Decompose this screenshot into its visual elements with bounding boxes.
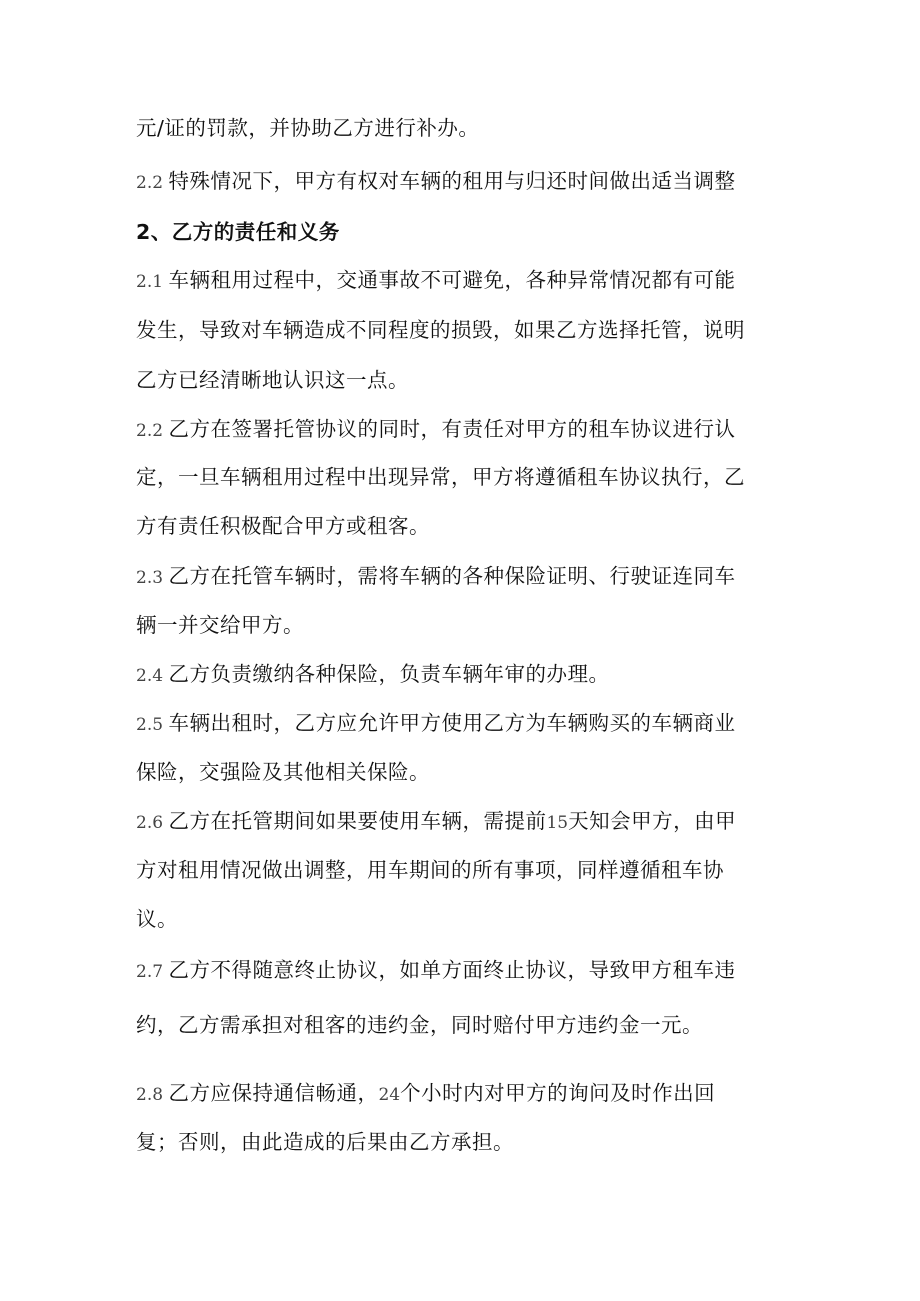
- text-segment: 定，一旦车辆租用过程中出现异常，甲方将遵循租车协议执行，乙: [136, 465, 745, 489]
- text-segment: 天知会甲方，由甲: [568, 809, 737, 833]
- text-line: [136, 855, 816, 885]
- clause-line: [136, 955, 816, 987]
- clause-line: [136, 414, 816, 446]
- text-segment: 车辆租用过程中，交通事故不可避免，各种异常情况都有可能: [168, 268, 736, 292]
- clause-number: 2.6: [136, 813, 169, 833]
- clause-line: [136, 708, 816, 740]
- text-segment: 个小时内对甲方的询问及时作出回: [400, 1081, 716, 1105]
- inline-number: 24: [378, 1085, 401, 1105]
- clause-line: [136, 806, 816, 838]
- text-segment: 方对租用情况做出调整，用车期间的所有事项，同样遵循租车协: [136, 858, 724, 882]
- text-line: [136, 113, 816, 143]
- text-segment: 车辆出租时，乙方应允许甲方使用乙方为车辆购买的车辆商业: [168, 711, 736, 735]
- text-line: [136, 365, 816, 395]
- clause-number: 2.2: [136, 173, 169, 193]
- text-segment: 乙方在托管车辆时，需将车辆的各种保险证明、行驶证连同车: [168, 564, 736, 588]
- clause-number: 2.5: [136, 715, 169, 735]
- text-segment: 发生，导致对车辆造成不同程度的损毁，如果乙方选择托管，说明: [136, 318, 745, 342]
- text-segment: 复；否则，由此造成的后果由乙方承担。: [136, 1130, 514, 1154]
- text-line: [136, 511, 816, 541]
- text-segment: 元/证的罚款，并协助乙方进行补办。: [136, 116, 480, 140]
- clause-number: 2.1: [136, 272, 169, 292]
- text-segment: 议。: [136, 907, 178, 931]
- text-segment: 约，乙方需承担对租客的违约金，同时赔付甲方违约金一元。: [136, 1013, 703, 1037]
- text-segment: 辆一并交给甲方。: [136, 613, 304, 637]
- clause-number: 2.2: [136, 421, 169, 441]
- text-line: [136, 610, 816, 640]
- text-segment: 乙方在签署托管协议的同时，有责任对甲方的租车协议进行认: [168, 417, 736, 441]
- text-segment: 乙方应保持通信畅通，: [168, 1081, 379, 1105]
- inline-number: 15: [546, 813, 569, 833]
- clause-number: 2.4: [136, 666, 169, 686]
- text-segment: 特殊情况下，甲方有权对车辆的租用与归还时间做出适当调整: [168, 169, 736, 193]
- clause-line: [136, 265, 816, 297]
- clause-number: 2.3: [136, 568, 169, 588]
- clause-line: [136, 561, 816, 593]
- text-line: [136, 1010, 816, 1040]
- text-segment: 保险，交强险及其他相关保险。: [136, 760, 430, 784]
- heading-text: 2、乙方的责任和义务: [136, 220, 340, 244]
- clause-number: 2.7: [136, 962, 169, 982]
- text-segment: 乙方已经清晰地认识这一点。: [136, 368, 409, 392]
- section-heading: [136, 217, 816, 247]
- clause-line: [136, 1078, 816, 1110]
- text-segment: 方有责任积极配合甲方或租客。: [136, 514, 430, 538]
- clause-number: 2.8: [136, 1085, 169, 1105]
- clause-line: [136, 166, 816, 198]
- text-line: [136, 904, 816, 934]
- text-line: [136, 462, 816, 492]
- text-segment: 乙方在托管期间如果要使用车辆，需提前: [168, 809, 547, 833]
- text-line: [136, 315, 816, 345]
- text-segment: 乙方负责缴纳各种保险，负责车辆年审的办理。: [168, 662, 610, 686]
- text-line: [136, 1127, 816, 1157]
- clause-line: [136, 659, 816, 691]
- text-segment: 乙方不得随意终止协议，如单方面终止协议，导致甲方租车违: [168, 958, 736, 982]
- text-line: [136, 757, 816, 787]
